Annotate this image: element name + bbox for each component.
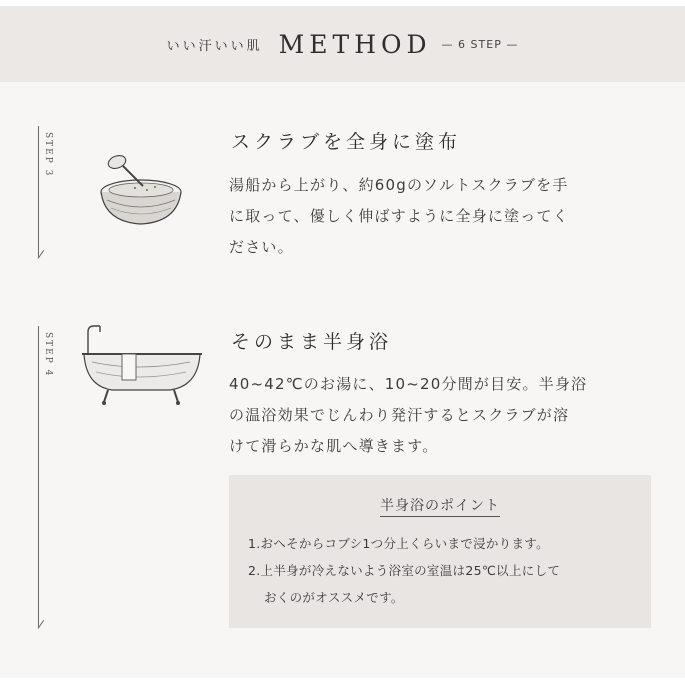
point-box <box>229 475 651 628</box>
text-line: 湯船から上がり、約60gのソルトスクラブを手 <box>229 176 569 194</box>
point-item-continued: おくのがオススメです。 <box>264 590 404 605</box>
text-line: に取って、優しく伸ばすように全身に塗ってく <box>229 207 569 225</box>
point-title-text: 半身浴のポイント <box>380 498 500 517</box>
step-3-label: STEP 3 <box>43 132 53 178</box>
point-title <box>229 495 651 515</box>
step-4-text <box>229 369 587 462</box>
text-line: けて滑らかな肌へ導きます。 <box>229 437 439 455</box>
step-3-text <box>229 170 569 263</box>
salt-bowl-icon <box>95 152 187 230</box>
point-item: 2.上半身が冷えないよう浴室の室温は25℃以上にして <box>248 563 561 578</box>
header-bar <box>0 6 685 82</box>
step-4-title: そのまま半身浴 <box>231 331 393 353</box>
step-4-label: STEP 4 <box>43 332 53 378</box>
bathtub-icon <box>78 324 206 406</box>
point-list <box>248 530 560 611</box>
point-item: 1.おへそからコブシ1つ分上くらいまで浸かります。 <box>248 536 549 551</box>
step-3-title: スクラブを全身に塗布 <box>231 131 462 153</box>
text-line: ださい。 <box>229 238 294 256</box>
step-3-line <box>38 126 39 258</box>
method-card <box>0 6 685 678</box>
step-4-line <box>38 326 39 628</box>
header-subtitle: いい汗いい肌 <box>166 38 263 54</box>
text-line: 40~42℃のお湯に、10~20分間が目安。半身浴 <box>229 375 588 393</box>
text-line: の温浴効果でじんわり発汗するとスクラブが溶 <box>229 406 570 424</box>
header-title: METHOD <box>278 29 432 59</box>
header-step-count: — 6 STEP — <box>441 37 519 51</box>
